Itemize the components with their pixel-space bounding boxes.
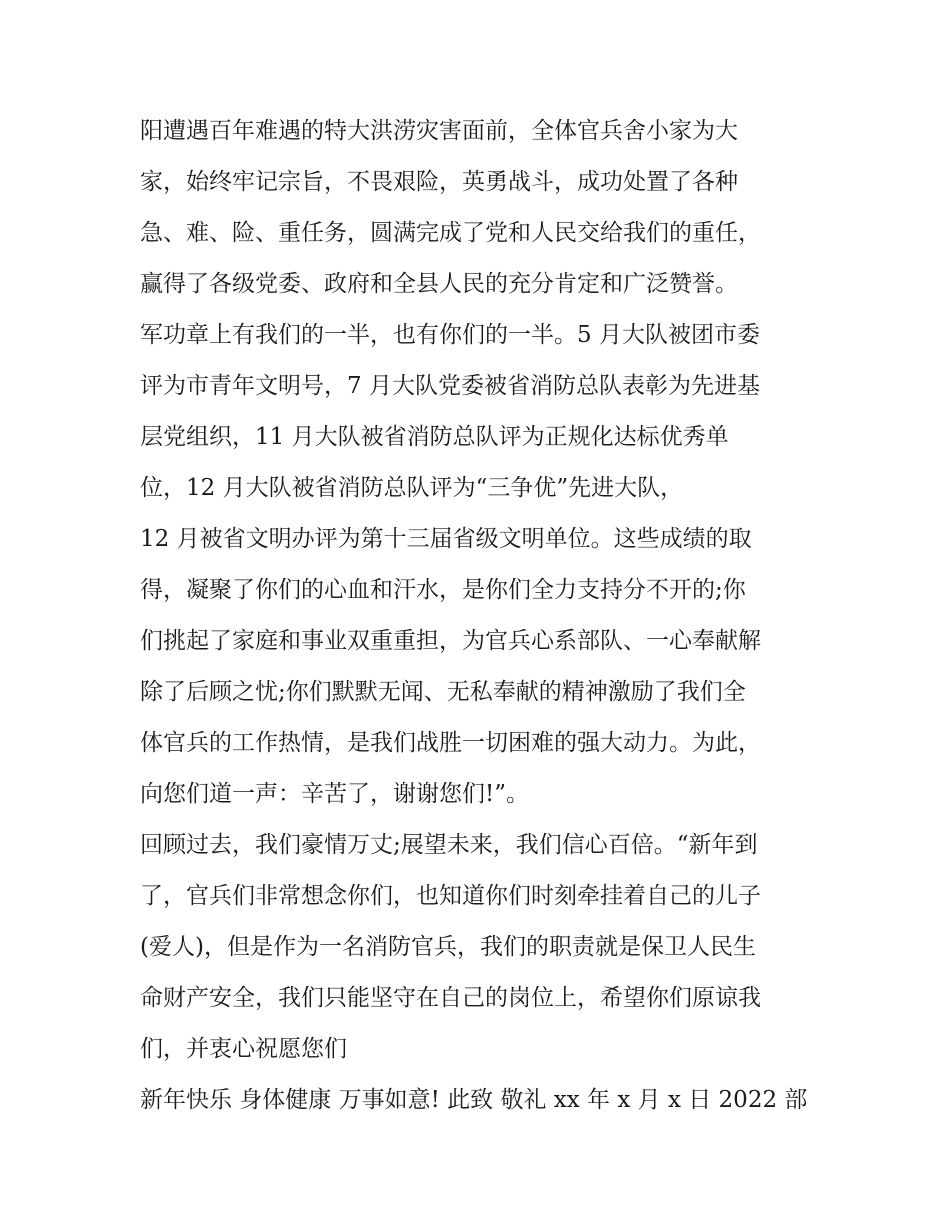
text-line: (爱人)，但是作为一名消防官兵，我们的职责就是保卫人民生 [140, 934, 756, 960]
text-line: 了，官兵们非常想念你们，也知道你们时刻牵挂着自己的儿子 [140, 883, 761, 909]
text-line: 赢得了各级党委、政府和全县人民的充分肯定和广泛赞誉。 [140, 271, 738, 297]
text-line: 阳遭遇百年难遇的特大洪涝灾害面前，全体官兵舍小家为大 [140, 118, 738, 144]
text-line: 急、难、险、重任务，圆满完成了党和人民交给我们的重任， [140, 220, 761, 246]
text-line: 军功章上有我们的一半，也有你们的一半。5 月大队被团市委 [140, 322, 760, 348]
text-line: 们挑起了家庭和事业双重重担，为官兵心系部队、一心奉献解 [140, 628, 761, 654]
text-line: 向您们道一声：辛苦了，谢谢您们!”。 [140, 781, 530, 807]
text-line: 评为市青年文明号，7 月大队党委被省消防总队表彰为先进基 [140, 373, 760, 399]
body-text [140, 106, 820, 1126]
text-line: 得，凝聚了你们的心血和汗水，是你们全力支持分不开的;你 [140, 577, 746, 603]
text-line: 12 月被省文明办评为第十三届省级文明单位。这些成绩的取 [140, 526, 752, 552]
text-line: 们，并衷心祝愿您们 [140, 1036, 347, 1062]
text-line: 体官兵的工作热情，是我们战胜一切困难的强大动力。为此， [140, 730, 761, 756]
text-line: 回顾过去，我们豪情万丈;展望未来，我们信心百倍。“新年到 [140, 832, 758, 858]
text-line: 除了后顾之忧;你们默默无闻、无私奉献的精神激励了我们全 [140, 679, 746, 705]
text-line: 层党组织，11 月大队被省消防总队评为正规化达标优秀单 [140, 424, 729, 450]
text-line: 家，始终牢记宗旨，不畏艰险，英勇战斗，成功处置了各种 [140, 169, 738, 195]
text-line: 命财产安全，我们只能坚守在自己的岗位上，希望你们原谅我 [140, 985, 761, 1011]
text-line: 位，12 月大队被省消防总队评为“三争优”先进大队， [140, 475, 684, 501]
text-line: 新年快乐 身体健康 万事如意! 此致 敬礼 xx 年 x 月 x 日 2022 部 [140, 1087, 808, 1113]
